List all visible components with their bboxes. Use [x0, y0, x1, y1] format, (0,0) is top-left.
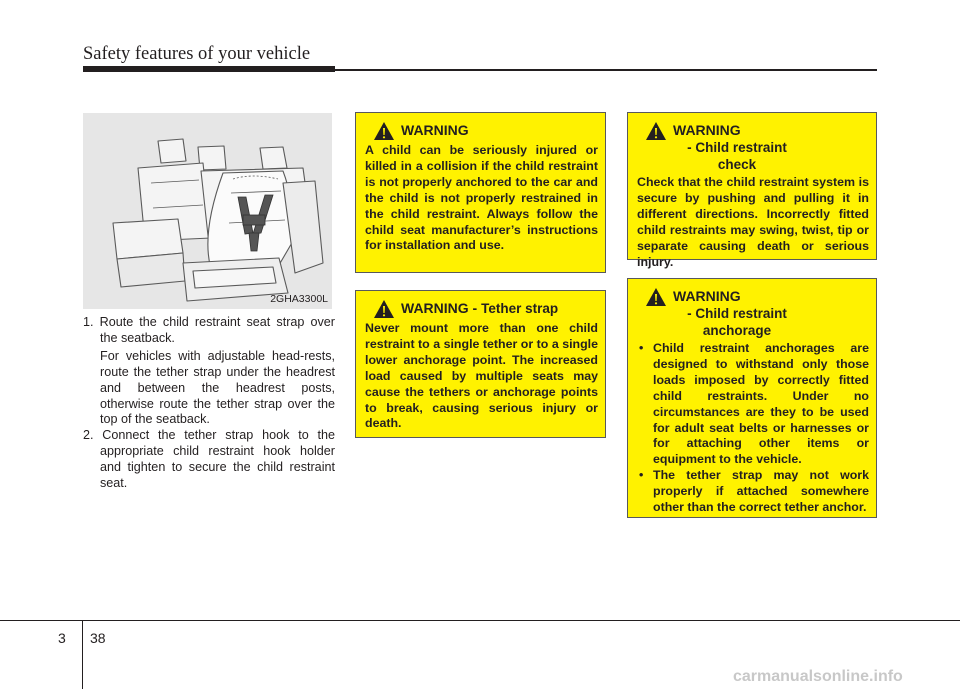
instruction-steps [83, 315, 335, 492]
warning-anchorage-list [637, 341, 869, 516]
header-accent-bar [83, 66, 335, 72]
warning-tether-title: WARNING [401, 300, 469, 316]
warning-triangle-icon [373, 299, 395, 319]
warning-tether-separator: - [468, 300, 482, 316]
page-number: 38 [90, 630, 106, 646]
footer-rule [0, 620, 960, 621]
warning-anchorage-bullet-2: The tether strap may not work properly if attached somewhere other than the correct tether anchor. [653, 468, 869, 515]
warning-box-tether-strap [355, 290, 606, 438]
warning-tether-text: Never mount more than one child restraint to a single tether or to a single lower anchorage point. The increased load caused by multiple seats may cause the tethers or anchorage points to break, causing serious injury or death. [365, 321, 598, 431]
warning-tether-subtitle: Tether strap [481, 301, 559, 316]
warning-anchorage-title: WARNING [673, 288, 741, 304]
warning-general-title: WARNING [401, 122, 469, 138]
warning-box-restraint-anchorage [627, 278, 877, 518]
page-header-title: Safety features of your vehicle [83, 44, 311, 64]
watermark: carmanualsonline.info [733, 668, 903, 685]
rear-seat-child-restraint-drawing [83, 113, 332, 309]
list-item: • Child restraint anchorages are designed to withstand only those loads imposed by correctly fitted child restraints. Under no circumstances are they to be used for adult seat belts or harnesses or for attaching other items or equipment to the vehicle. [639, 341, 869, 467]
chapter-number: 3 [58, 630, 66, 646]
warning-anchorage-bullet-1: Child restraint anchorages are designed to withstand only those loads imposed by correctly fitted child restraints. Under no circumstances are they to be used for adult seat belts or harnesses or for attaching other items or equipment to the vehicle. [653, 341, 869, 467]
warning-box-general [355, 112, 606, 273]
seat-illustration [83, 113, 332, 309]
step-1-note: For vehicles with adjustable head-rests, route the tether strap under the headrest and between the headrest posts, otherwise route the tether strap over the top of the seatback. [100, 348, 335, 427]
warning-check-text: Check that the child restraint system is secure by pushing and pulling it in different directions. Incorrectly fitted child restraints may swing, twist, tip or separate causing death or serious injury. [637, 175, 869, 269]
warning-box-restraint-check [627, 112, 877, 269]
warning-check-title: WARNING [673, 122, 741, 138]
warning-general-text: A child can be seriously injured or killed in a collision if the child restraint is not properly anchored to the car and the child is not properly restrained in the child restraint. Always follow the child seat manufacturer’s instructions for installation and use. [365, 143, 598, 253]
step-1 [83, 315, 335, 428]
step-1-text: 1. Route the child restraint seat strap over the seatback. [83, 315, 335, 345]
step-2 [83, 428, 335, 492]
warning-triangle-icon [645, 121, 667, 141]
warning-anchorage-subtitle: - Child restraint anchorage [687, 306, 787, 338]
warning-triangle-icon [373, 121, 395, 141]
step-2-text: 2. Connect the tether strap hook to the appropriate child restraint hook holder and tighten to secure the child restraint seat. [83, 428, 335, 491]
footer-divider [82, 620, 83, 689]
list-item: • The tether strap may not work properly if attached somewhere other than the correct tether anchor. [639, 468, 869, 515]
warning-check-subtitle: - Child restraint check [687, 140, 787, 172]
figure-code: 2GHA3300L [270, 293, 328, 305]
warning-triangle-icon [645, 287, 667, 307]
